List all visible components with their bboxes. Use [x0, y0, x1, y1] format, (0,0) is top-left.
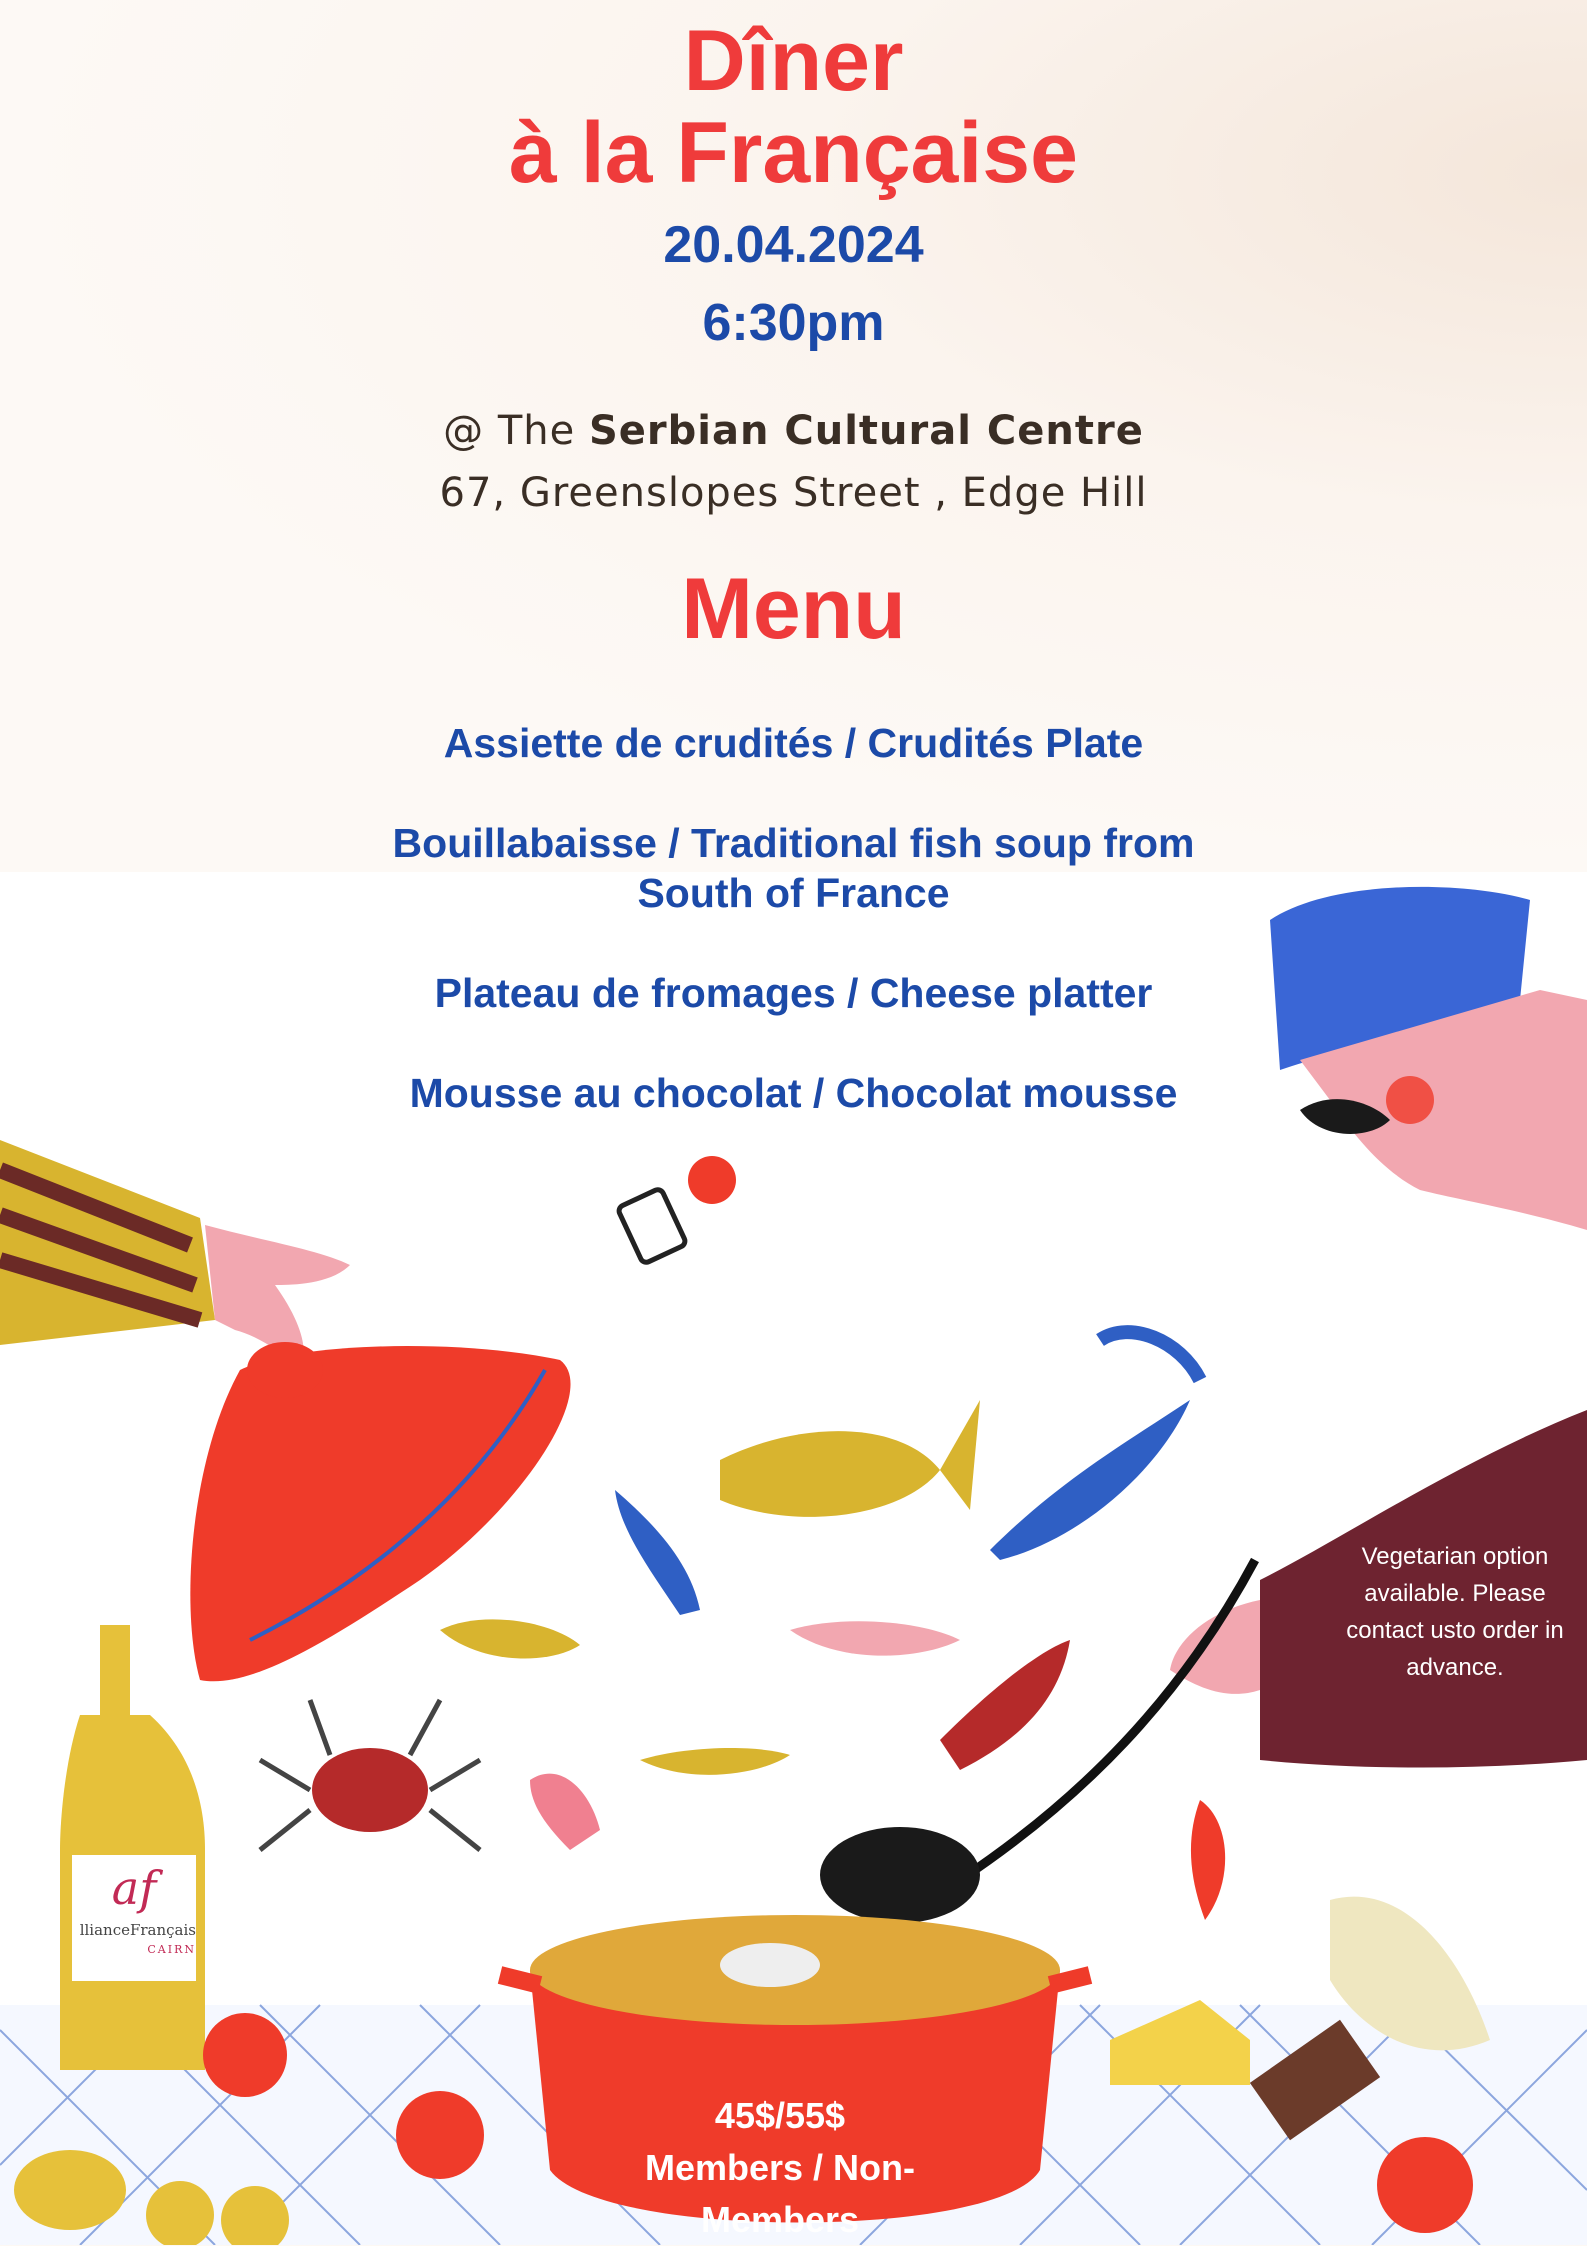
menu-item-dessert: Mousse au chocolat / Chocolat mousse	[409, 1070, 1178, 1116]
chili-pepper	[1191, 1800, 1225, 1920]
pricing	[580, 2090, 980, 2246]
striped-sleeve	[0, 1140, 215, 1345]
logo-city: CAIRN	[147, 1943, 196, 1956]
menu-item-main-cont: South of France	[637, 870, 950, 916]
logo-mark: af	[111, 1861, 157, 1915]
olive-oil-bottle	[60, 1625, 205, 2070]
alliance-francaise-logo	[72, 1855, 196, 1981]
price-members: Members / Non-	[644, 2147, 916, 2188]
spice-jar	[617, 1156, 736, 1264]
event-title-line2: à la Française	[509, 105, 1078, 201]
tomato	[396, 2091, 484, 2179]
logo-brand: llianceFrançais	[79, 1921, 196, 1939]
chef	[1270, 887, 1587, 1230]
venue-name: Serbian Cultural Centre	[588, 408, 1144, 454]
venue-address: 67, Greenslopes Street , Edge Hill	[439, 470, 1148, 516]
menu-heading: Menu	[681, 561, 906, 657]
event-date: 20.04.2024	[663, 216, 924, 274]
venue-prefix: @ The	[443, 408, 576, 454]
menu-item-cheese: Plateau de fromages / Cheese platter	[434, 970, 1153, 1016]
lemon-slice	[14, 2150, 126, 2230]
price-nonmembers: Members	[700, 2199, 860, 2240]
crab	[260, 1700, 480, 1850]
tomato	[1377, 2137, 1473, 2233]
event-title-line1: Dîner	[683, 13, 904, 109]
event-time: 6:30pm	[702, 294, 885, 352]
tomato	[203, 2013, 287, 2097]
menu-item-main: Bouillabaisse / Traditional fish soup from	[392, 820, 1195, 866]
menu-item-starter: Assiette de crudités / Crudités Plate	[443, 720, 1144, 766]
price-value: 45$/55$	[714, 2095, 846, 2136]
vegetarian-note: Vegetarian option available. Please contact usto order in advance.	[1346, 1543, 1564, 1681]
venue-line	[0, 400, 1587, 462]
